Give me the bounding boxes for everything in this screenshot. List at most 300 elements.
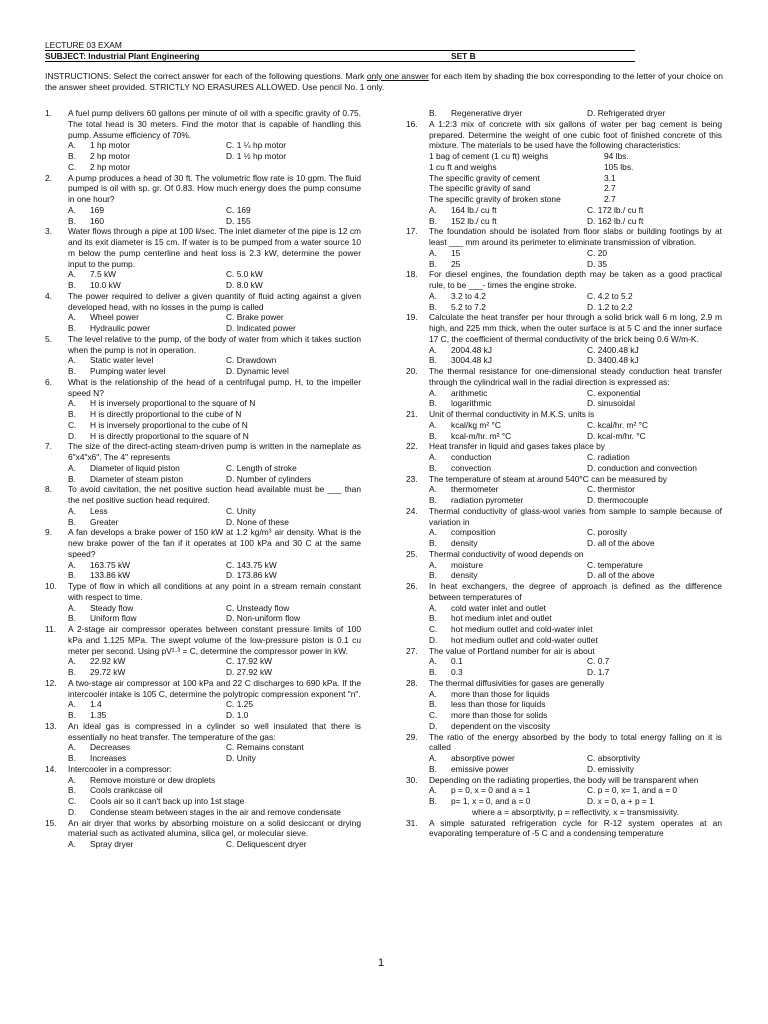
question-item	[406, 818, 722, 840]
answer-option	[68, 667, 226, 678]
option-text: 22.92 kW	[90, 656, 126, 667]
answer-options	[406, 248, 722, 270]
question-text: Depending on the radiating properties, the body will be transparent when	[429, 774, 699, 785]
option-text: 3.2 to 4.2	[451, 290, 486, 301]
question-stem	[406, 226, 722, 248]
question-item	[406, 409, 722, 441]
answer-option	[429, 613, 722, 624]
option-text: C. kcal/hr. m² °C	[587, 419, 649, 430]
answer-options	[45, 742, 361, 764]
question-number: 6.	[45, 376, 52, 387]
option-text: dependent on the viscosity	[451, 720, 551, 731]
option-letter: D.	[68, 430, 77, 441]
option-text: C. exponential	[587, 387, 641, 398]
answer-option	[68, 355, 226, 366]
answer-option	[226, 323, 361, 334]
answer-option	[226, 656, 361, 667]
answer-option	[429, 216, 587, 227]
material-table	[406, 151, 722, 205]
answer-option	[587, 216, 722, 227]
option-text: C. 2400.48 kJ	[587, 344, 639, 355]
option-letter: B.	[429, 796, 437, 806]
question-stem	[406, 506, 722, 528]
option-text: Regenerative dryer	[451, 108, 523, 118]
option-text: Less	[90, 505, 108, 516]
answer-options	[406, 785, 722, 807]
answer-option	[68, 140, 226, 151]
option-text: D. 27.92 kW	[226, 667, 273, 677]
answer-option	[226, 216, 361, 227]
option-text: C. Unsteady flow	[226, 602, 290, 613]
answer-options	[45, 775, 361, 818]
question-stem	[45, 721, 361, 743]
option-text: C. Deliquescent dryer	[226, 839, 307, 849]
answer-option	[226, 699, 361, 710]
answer-option	[429, 635, 722, 646]
question-stem	[45, 108, 361, 140]
question-number: 8.	[45, 484, 52, 495]
option-text: D. thermocouple	[587, 495, 649, 505]
answer-option	[429, 721, 722, 732]
option-text: D. Number of cylinders	[226, 473, 312, 484]
answer-options	[45, 603, 361, 625]
table-value: 3.1	[604, 172, 616, 183]
option-text: radiation pyrometer	[451, 495, 524, 505]
question-item	[406, 732, 722, 775]
option-letter: B.	[429, 258, 437, 269]
option-text: H is directly proportional to the square of N	[90, 430, 249, 441]
answer-option	[587, 527, 722, 538]
option-letter: A.	[429, 527, 437, 538]
option-letter: B.	[429, 538, 437, 548]
option-text: 2004.48 kJ	[451, 344, 492, 355]
option-note: where a = absorptivity, p = reflectivity, x = transmissivity.	[472, 806, 679, 817]
answer-option	[68, 506, 226, 517]
option-text: C. 20	[587, 247, 608, 258]
answer-options	[406, 345, 722, 367]
answer-option	[587, 495, 722, 506]
question-number: 25.	[406, 548, 418, 559]
question-item	[45, 581, 361, 624]
option-text: Spray dryer	[90, 839, 134, 849]
question-item	[45, 624, 361, 678]
option-text: C. radiation	[587, 452, 630, 462]
answer-option	[68, 366, 226, 377]
question-number: 18.	[406, 269, 418, 280]
table-value: 105 lbs.	[604, 161, 634, 172]
question-number: 29.	[406, 731, 418, 742]
answer-option	[68, 409, 361, 420]
option-text: 10.0 kW	[90, 280, 121, 290]
answer-option	[429, 699, 722, 710]
option-letter: B.	[429, 570, 437, 581]
option-letter: A.	[429, 419, 437, 430]
option-text: hot medium inlet and outlet	[451, 613, 552, 624]
option-letter: B.	[68, 280, 76, 290]
question-text: A pump produces a head of 30 ft. The volumetric flow rate is 10 gpm. The fluid pumped is oil with sp. gr. Of 0.83. How much energy does the pump consume in one hour?	[68, 172, 361, 204]
page-number: 1	[378, 957, 385, 969]
answer-options	[406, 560, 722, 582]
question-text: A 2-stage air compressor operates between constant pressure limits of 100 kPa and 1.125 MPa. The swept volume of the low-pressure piston is 0.1 cu meter per second. Using pV¹·³ = C, determine the compressor power in kW.	[68, 624, 361, 656]
option-text: thermometer	[451, 484, 499, 495]
answer-option	[587, 667, 722, 678]
option-text: Condense steam between stages in the air and remove condensate	[90, 806, 341, 817]
answer-option	[587, 484, 722, 495]
answer-option	[587, 785, 722, 796]
answer-option	[68, 517, 226, 528]
option-text: C. 143.75 kW	[226, 559, 277, 570]
table-label: 1 cu ft and weighs	[429, 161, 497, 172]
answer-option	[68, 398, 361, 409]
question-stem	[45, 678, 361, 700]
answer-option	[587, 398, 722, 409]
option-text: C. Unity	[226, 505, 256, 516]
answer-option	[587, 656, 722, 667]
question-text: The value of Portland number for air is about	[429, 645, 595, 656]
answer-option	[587, 291, 722, 302]
option-letter: A.	[429, 656, 437, 667]
question-item	[45, 678, 361, 721]
option-text: D. 8.0 kW	[226, 280, 263, 290]
option-text: D. 155	[226, 215, 251, 226]
answer-option	[226, 667, 361, 678]
answer-option	[587, 452, 722, 463]
answer-option	[68, 463, 226, 474]
option-text: 163.75 kW	[90, 559, 131, 570]
option-letter: A.	[68, 742, 76, 753]
option-letter: A.	[429, 753, 437, 763]
question-text: Type of flow in which all conditions at any point in a stream remain constant with respect to time.	[68, 581, 361, 602]
option-text: C. porosity	[587, 527, 628, 538]
answer-option	[226, 839, 361, 850]
option-letter: A.	[429, 387, 437, 398]
option-text: 29.72 kW	[90, 667, 126, 677]
question-text: The temperature of steam at around 540°C can be measured by	[429, 473, 667, 484]
answer-option	[429, 431, 587, 442]
question-stem	[406, 581, 722, 603]
question-number: 21.	[406, 409, 418, 419]
question-item	[406, 119, 722, 227]
option-letter: A.	[68, 462, 76, 473]
option-text: 5.2 to 7.2	[451, 301, 486, 312]
answer-option	[68, 431, 361, 442]
option-text: Diameter of liquid piston	[90, 462, 180, 473]
answer-option	[68, 603, 226, 614]
option-letter: B.	[68, 785, 76, 796]
table-label: The specific gravity of broken stone	[429, 194, 561, 204]
option-text: C. thermistor	[587, 484, 635, 495]
question-number: 28.	[406, 677, 418, 688]
table-label: 1 bag of cement (1 cu ft) weighs	[429, 151, 549, 161]
answer-options	[45, 560, 361, 582]
option-text: D. Refrigerated dryer	[587, 108, 666, 118]
option-letter: B.	[68, 667, 76, 677]
answer-option	[429, 656, 587, 667]
option-letter: A.	[68, 312, 76, 323]
table-value: 94 lbs.	[604, 151, 629, 161]
option-letter: B.	[68, 710, 76, 720]
question-item	[45, 108, 361, 173]
option-text: Increases	[90, 753, 127, 763]
option-text: absorptive power	[451, 753, 515, 763]
option-text: 2 hp motor	[90, 161, 131, 172]
question-number: 22.	[406, 441, 418, 452]
option-text: D. 3400.48 kJ	[587, 355, 639, 366]
question-stem	[45, 173, 361, 205]
option-text: D. conduction and convection	[587, 462, 697, 473]
option-text: hot medium outlet and cold-water inlet	[451, 624, 593, 634]
option-text: D. Non-uniform flow	[226, 613, 301, 624]
option-text: 133.86 kW	[90, 570, 131, 581]
answer-option	[429, 527, 587, 538]
option-text: 0.1	[451, 656, 463, 667]
option-text: C. p = 0, x= 1, and a = 0	[587, 785, 678, 796]
option-letter: A.	[429, 344, 437, 355]
answer-option	[226, 517, 361, 528]
question-item	[406, 775, 722, 818]
question-item	[45, 441, 361, 484]
question-number: 16.	[406, 118, 418, 129]
question-number: 20.	[406, 366, 418, 376]
table-value: 2.7	[604, 194, 616, 204]
question-item	[406, 269, 722, 312]
question-stem	[45, 484, 361, 506]
answer-option	[226, 269, 361, 280]
option-letter: B.	[68, 215, 76, 226]
answer-options	[406, 603, 722, 646]
answer-option	[68, 785, 361, 796]
answer-options	[45, 140, 361, 172]
question-text: What is the relationship of the head of a centrifugal pump, H, to the impeller speed N?	[68, 376, 361, 398]
question-text: The thermal diffusivities for gases are generally	[429, 677, 605, 688]
option-text: D. None of these	[226, 516, 289, 527]
option-letter: A.	[429, 204, 437, 215]
question-stem	[406, 549, 722, 560]
answer-option	[226, 560, 361, 571]
option-text: Cools air so it can't back up into 1st stage	[90, 796, 245, 806]
option-letter: B.	[429, 398, 437, 409]
question-stem	[406, 366, 722, 388]
option-text: D. sinusoidal	[587, 398, 635, 409]
answer-option	[68, 613, 226, 624]
answer-options	[406, 291, 722, 313]
answer-option	[429, 689, 722, 700]
answer-option	[429, 570, 587, 581]
instructions-post: for each item by shading the box corresponding to the letter of your choice on the answer sheet provided. STRICTLY NO ERASURES ALLOWED. Use pencil No. 1 only.	[45, 71, 723, 92]
question-stem	[45, 334, 361, 356]
question-item	[406, 441, 722, 473]
question-text: A fuel pump delivers 60 gallons per minute of oil with a specific gravity of 0.75. The total head is 30 meters. Find the motor that is capable of handling this pump. Assume efficiency of 70%.	[68, 108, 361, 140]
option-text: D. 1.7	[587, 667, 610, 677]
question-text: Thermal conductivity of glass-wool varies from sample to sample because of variation in	[429, 505, 722, 527]
option-text: density	[451, 538, 478, 548]
answer-option	[226, 753, 361, 764]
question-number: 10.	[45, 581, 57, 591]
answer-options	[45, 506, 361, 528]
question-item	[45, 291, 361, 334]
option-letter: A.	[429, 688, 437, 699]
answer-options	[406, 484, 722, 506]
option-letter: A.	[68, 699, 76, 710]
option-text: C. 5.0 kW	[226, 269, 263, 280]
answer-option	[68, 710, 226, 721]
question-item	[45, 484, 361, 527]
option-text: D. kcal-m/hr. °C	[587, 430, 646, 441]
option-text: p = 0, x = 0 and a = 1	[451, 785, 531, 796]
option-text: D. emissivity	[587, 763, 634, 774]
option-letter: B.	[68, 409, 76, 419]
option-text: kcal/kg m² °C	[451, 419, 501, 430]
question-item	[406, 549, 722, 581]
question-number: 13.	[45, 720, 57, 731]
question-item	[406, 366, 722, 409]
option-text: C. 17.92 kW	[226, 656, 273, 667]
question-text: Intercooler in a compressor:	[68, 763, 172, 774]
question-text: The foundation should be isolated from floor slabs or building footings by at least ___ mm around its perimeter to eliminate transmission of vibration.	[429, 226, 722, 247]
question-text: A two-stage air compressor at 100 kPa and 22 C discharges to 690 kPa. If the intercooler intake is 105 C, determine the polytropic compression exponent "n".	[68, 677, 361, 699]
answer-option	[429, 398, 587, 409]
question-text: A fan develops a brake power of 150 kW at 1.2 kg/m³ air density. What is the new brake power of the fan if it operates at 100 kPa and 30 C at the same speed?	[68, 527, 361, 559]
option-letter: A.	[68, 839, 76, 849]
answer-option	[429, 463, 587, 474]
answer-option	[587, 796, 722, 807]
answer-options	[45, 398, 361, 441]
answer-option	[68, 420, 361, 431]
question-stem	[45, 527, 361, 559]
option-letter: B.	[68, 366, 76, 376]
answer-option	[68, 216, 226, 227]
question-number: 5.	[45, 333, 52, 344]
answer-options	[406, 527, 722, 549]
answer-option	[226, 710, 361, 721]
option-text: 160	[90, 215, 104, 226]
question-number: 9.	[45, 527, 52, 538]
option-letter: B.	[429, 301, 437, 312]
question-text: For diesel engines, the foundation depth may be taken as a good practical rule, to be ___- times the engine stroke.	[429, 269, 722, 290]
answer-option	[587, 388, 722, 399]
option-text: composition	[451, 527, 496, 538]
answer-options	[45, 205, 361, 227]
answer-options	[45, 312, 361, 334]
answer-option	[429, 355, 587, 366]
option-text: D. 35	[587, 258, 608, 269]
option-text: C. 1.25	[226, 699, 254, 710]
option-text: cold water inlet and outlet	[451, 602, 546, 613]
question-number: 1.	[45, 108, 52, 118]
question-number: 30.	[406, 774, 418, 785]
option-letter: B.	[68, 516, 76, 527]
answer-option	[429, 259, 587, 270]
option-text: D. Unity	[226, 753, 256, 763]
answer-option	[587, 205, 722, 216]
option-letter: B.	[68, 753, 76, 763]
option-letter: C.	[429, 710, 438, 720]
question-item	[45, 226, 361, 291]
answer-options	[45, 355, 361, 377]
question-stem	[45, 377, 361, 399]
option-letter: A.	[68, 656, 76, 667]
answer-option	[68, 560, 226, 571]
option-text: Wheel power	[90, 312, 139, 323]
answer-option	[68, 807, 361, 818]
answer-option	[68, 269, 226, 280]
option-letter: B.	[429, 763, 437, 774]
option-letter: A.	[68, 602, 76, 613]
option-letter: C.	[68, 796, 77, 806]
option-letter: A.	[68, 355, 76, 366]
question-stem	[406, 312, 722, 344]
question-number: 3.	[45, 226, 52, 237]
answer-option	[429, 291, 587, 302]
question-stem	[45, 818, 361, 840]
option-text: p= 1, x = 0, and a = 0	[451, 796, 531, 806]
question-item	[406, 226, 722, 269]
option-text: D. 162 lb./ cu ft	[587, 215, 644, 226]
option-text: Uniform flow	[90, 613, 137, 624]
option-text: logarithmic	[451, 398, 492, 409]
answer-option	[68, 151, 226, 162]
option-text: C. temperature	[587, 559, 643, 570]
question-text: The size of the direct-acting steam-driven pump is written in the nameplate as 6"x4"x6". The 4" represents	[68, 441, 361, 462]
question-item	[45, 527, 361, 581]
answer-option	[429, 205, 587, 216]
question-stem	[406, 678, 722, 689]
option-text: 3004.48 kJ	[451, 355, 492, 366]
option-letter: A.	[68, 559, 76, 570]
question-stem	[406, 646, 722, 657]
option-text: 2 hp motor	[90, 151, 131, 161]
question-number: 2.	[45, 172, 52, 183]
option-text: D. 173.86 kW	[226, 570, 277, 581]
option-letter: A.	[429, 452, 437, 462]
answer-option	[226, 474, 361, 485]
option-letter: B.	[429, 430, 437, 441]
question-stem	[406, 732, 722, 754]
question-text: An air dryer that works by absorbing moisture on a solid desiccant or drying material such as activated alumina, silica gel, or molecular sieve.	[68, 817, 361, 839]
question-text: Heat transfer in liquid and gases takes place by	[429, 441, 605, 452]
option-letter: A.	[68, 505, 76, 516]
option-letter: B.	[68, 473, 76, 484]
answer-option	[429, 560, 587, 571]
option-text: kcal-m/hr. m² °C	[451, 430, 512, 441]
answer-options	[45, 269, 361, 291]
answer-option	[429, 495, 587, 506]
option-text: Greater	[90, 516, 119, 527]
question-item	[406, 506, 722, 549]
question-column-left	[45, 108, 361, 850]
option-letter: B.	[429, 613, 437, 624]
answer-option	[587, 538, 722, 549]
option-letter: B.	[429, 462, 437, 473]
subject-line	[45, 51, 635, 62]
option-text: C. absorptivity	[587, 753, 641, 763]
answer-option	[68, 570, 226, 581]
question-number: 4.	[45, 290, 52, 301]
table-label: The specific gravity of sand	[429, 183, 531, 194]
answer-option	[429, 484, 587, 495]
answer-option	[429, 345, 587, 356]
exam-title: LECTURE 03 EXAM	[45, 40, 635, 51]
option-letter: B.	[68, 323, 76, 333]
answer-options	[406, 753, 722, 775]
option-text: 1 hp motor	[90, 140, 131, 151]
answer-options	[406, 388, 722, 410]
option-letter: A.	[429, 247, 437, 258]
question-item	[406, 646, 722, 678]
answer-option	[587, 248, 722, 259]
option-letter: C.	[68, 161, 77, 172]
answer-option	[68, 323, 226, 334]
